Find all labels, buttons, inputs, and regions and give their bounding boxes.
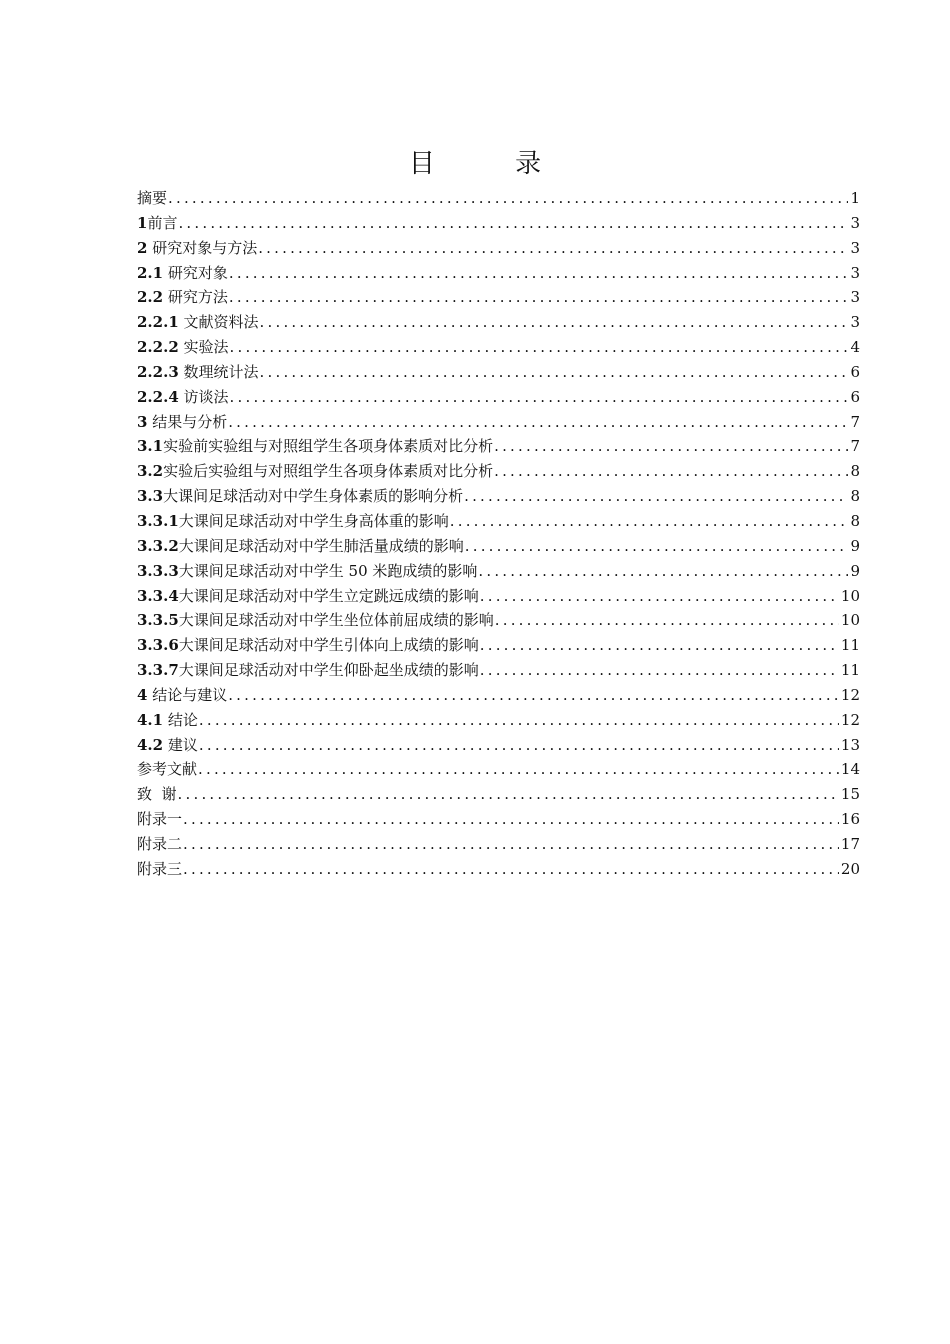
toc-entry[interactable] <box>137 261 860 286</box>
toc-entry-label <box>137 708 198 733</box>
toc-leader-dots <box>480 633 839 658</box>
toc-entry-text: 大课间足球活动对中学生身高体重的影响 <box>178 511 449 530</box>
toc-entry-number: 3.3.3 <box>137 561 179 580</box>
toc-entry-number: 3.3.1 <box>137 511 179 530</box>
toc-entry-number: 3.1 <box>137 437 164 456</box>
toc-entry[interactable] <box>137 335 860 360</box>
toc-entry-number: 2 <box>137 238 148 257</box>
toc-entry[interactable] <box>137 285 860 310</box>
toc-entry-text: 大课间足球活动对中学生立定跳远成绩的影响 <box>178 586 479 605</box>
toc-entry[interactable] <box>137 857 860 882</box>
toc-entry-text: 参考文献 <box>137 760 198 779</box>
toc-leader-dots <box>495 608 839 633</box>
toc-leader-dots <box>178 211 848 236</box>
toc-leader-dots <box>178 782 839 807</box>
toc-entry-number: 4.2 <box>137 735 164 754</box>
toc-entry-page: 6 <box>850 362 860 381</box>
toc-leader-dots <box>199 733 839 758</box>
toc-entry-number: 2.2.1 <box>137 313 179 332</box>
toc-entry-label <box>137 186 167 211</box>
toc-entry[interactable] <box>137 310 860 335</box>
toc-entry-label <box>137 484 463 509</box>
toc-entry-text: 研究对象 <box>163 263 228 282</box>
toc-entry-page: 11 <box>840 636 860 655</box>
toc-entry-text: 实验法 <box>178 338 229 357</box>
toc-entry-label <box>137 633 479 658</box>
toc-entry-label <box>137 584 479 609</box>
toc-entry[interactable] <box>137 459 860 484</box>
toc-entry[interactable] <box>137 484 860 509</box>
toc-entry-page: 8 <box>850 487 860 506</box>
toc-leader-dots <box>480 658 839 683</box>
toc-leader-dots <box>229 261 849 286</box>
toc-leader-dots <box>183 832 839 857</box>
toc-entry-text: 前言 <box>147 213 178 232</box>
toc-entry-page: 11 <box>840 661 860 680</box>
toc-entry-label <box>137 832 182 857</box>
toc-entry[interactable] <box>137 708 860 733</box>
toc-entry-page: 3 <box>850 213 860 232</box>
toc-leader-dots <box>230 385 849 410</box>
toc-entry-text: 致 谢 <box>137 785 177 804</box>
toc-entry-number: 3.3.5 <box>137 611 179 630</box>
toc-entry-page: 12 <box>840 710 860 729</box>
toc-leader-dots <box>494 459 848 484</box>
toc-entry-page: 3 <box>850 288 860 307</box>
toc-entry-number: 2.2.4 <box>137 387 179 406</box>
toc-leader-dots <box>230 335 849 360</box>
toc-leader-dots <box>183 857 839 882</box>
toc-entry-text: 大课间足球活动对中学生肺活量成绩的影响 <box>178 536 464 555</box>
toc-entry[interactable] <box>137 782 860 807</box>
toc-entry-text: 大课间足球活动对中学生引体向上成绩的影响 <box>178 636 479 655</box>
toc-entry-label <box>137 534 464 559</box>
toc-entry-page: 3 <box>850 313 860 332</box>
toc-entry-text: 访谈法 <box>178 387 229 406</box>
toc-entry-page: 14 <box>840 760 860 779</box>
toc-entry[interactable] <box>137 683 860 708</box>
toc-entry-page: 3 <box>850 263 860 282</box>
toc-leader-dots <box>464 484 848 509</box>
toc-entry-label <box>137 807 182 832</box>
toc-entry-text: 结论与建议 <box>147 685 228 704</box>
toc-entry-number: 3.3.4 <box>137 586 179 605</box>
toc-entry-page: 10 <box>840 586 860 605</box>
toc-entry-label <box>137 360 259 385</box>
toc-entry-text: 摘要 <box>137 189 168 207</box>
toc-leader-dots <box>494 434 848 459</box>
toc-leader-dots <box>465 534 849 559</box>
toc-entry-number: 3.2 <box>137 462 164 481</box>
toc-entry-page: 12 <box>840 685 860 704</box>
toc-leader-dots <box>199 708 839 733</box>
toc-entry-text: 附录一 <box>137 810 183 829</box>
toc-entry[interactable] <box>137 509 860 534</box>
toc-entry-page: 7 <box>850 412 860 431</box>
toc-leader-dots <box>183 807 839 832</box>
toc-entry-label <box>137 385 229 410</box>
toc-entry-number: 3.3.7 <box>137 661 179 680</box>
page-title: 目 录 <box>408 149 578 179</box>
toc-entry-page: 10 <box>840 611 860 630</box>
toc-leader-dots <box>228 410 848 435</box>
toc-entry-number: 4.1 <box>137 710 164 729</box>
toc-entry-label <box>137 285 228 310</box>
toc-entry-number: 2.1 <box>137 263 164 282</box>
toc-entry-label <box>137 559 477 584</box>
toc-entry-label <box>137 459 493 484</box>
toc-entry-page: 9 <box>850 561 860 580</box>
toc-entry[interactable] <box>137 211 860 236</box>
toc-entry-label <box>137 608 494 633</box>
toc-list <box>137 186 860 882</box>
toc-entry-page: 17 <box>840 834 860 853</box>
toc-entry[interactable] <box>137 410 860 435</box>
toc-leader-dots <box>450 509 849 534</box>
toc-entry-page: 16 <box>840 810 860 829</box>
toc-leader-dots <box>480 584 839 609</box>
toc-entry-number: 1 <box>137 213 148 232</box>
toc-entry[interactable] <box>137 584 860 609</box>
toc-entry-number: 2.2.2 <box>137 338 179 357</box>
toc-entry-text: 附录三 <box>137 859 183 878</box>
toc-entry[interactable] <box>137 534 860 559</box>
toc-leader-dots <box>478 559 848 584</box>
toc-leader-dots <box>168 186 848 211</box>
toc-entry-number: 2.2.3 <box>137 362 179 381</box>
toc-entry-page: 8 <box>850 511 860 530</box>
toc-entry[interactable] <box>137 360 860 385</box>
toc-entry[interactable] <box>137 733 860 758</box>
toc-entry-number: 2.2 <box>137 288 164 307</box>
toc-entry-page: 13 <box>840 735 860 754</box>
toc-entry-page: 9 <box>850 536 860 555</box>
toc-entry-label <box>137 236 257 261</box>
toc-entry-page: 15 <box>840 785 860 804</box>
toc-entry-page: 8 <box>850 462 860 481</box>
toc-leader-dots <box>260 310 849 335</box>
toc-entry-text: 附录二 <box>137 834 183 853</box>
toc-entry-number: 4 <box>137 685 148 704</box>
toc-entry-text: 结果与分析 <box>147 412 228 431</box>
toc-entry-label <box>137 509 449 534</box>
toc-entry-text: 大课间足球活动对中学生坐位体前屈成绩的影响 <box>178 611 494 630</box>
toc-entry-label <box>137 757 197 782</box>
toc-leader-dots <box>260 360 849 385</box>
toc-entry-text: 实验后实验组与对照组学生各项身体素质对比分析 <box>163 462 494 481</box>
toc-leader-dots <box>198 757 839 782</box>
toc-entry-page: 3 <box>850 238 860 257</box>
toc-entry[interactable] <box>137 832 860 857</box>
toc-entry[interactable] <box>137 757 860 782</box>
toc-entry-label <box>137 335 229 360</box>
toc-entry-label <box>137 857 182 882</box>
toc-entry-label <box>137 733 198 758</box>
toc-entry-label <box>137 782 177 807</box>
toc-entry-label <box>137 410 227 435</box>
toc-entry-text: 建议 <box>163 735 198 754</box>
toc-entry[interactable] <box>137 434 860 459</box>
toc-entry-page: 4 <box>850 338 860 357</box>
toc-entry[interactable] <box>137 186 860 211</box>
toc-entry-text: 大课间足球活动对中学生 50 米跑成绩的影响 <box>178 561 478 580</box>
toc-entry[interactable] <box>137 385 860 410</box>
toc-entry[interactable] <box>137 608 860 633</box>
toc-entry-label <box>137 434 493 459</box>
toc-entry-text: 实验前实验组与对照组学生各项身体素质对比分析 <box>163 437 494 456</box>
toc-entry-label <box>137 261 228 286</box>
toc-entry[interactable] <box>137 633 860 658</box>
toc-entry-text: 研究方法 <box>163 288 228 307</box>
toc-entry-number: 3.3.6 <box>137 636 179 655</box>
toc-entry-label <box>137 683 227 708</box>
toc-entry[interactable] <box>137 559 860 584</box>
toc-entry-page: 6 <box>850 387 860 406</box>
toc-entry-label <box>137 310 259 335</box>
toc-entry[interactable] <box>137 658 860 683</box>
toc-entry-page: 7 <box>850 437 860 456</box>
toc-entry-text: 数理统计法 <box>178 362 259 381</box>
toc-entry-number: 3 <box>137 412 148 431</box>
toc-leader-dots <box>228 683 839 708</box>
toc-entry-page: 20 <box>840 859 860 878</box>
toc-entry-label <box>137 658 479 683</box>
toc-entry-text: 大课间足球活动对中学生仰卧起坐成绩的影响 <box>178 661 479 680</box>
toc-entry-text: 大课间足球活动对中学生身体素质的影响分析 <box>163 487 464 506</box>
toc-entry-number: 3.3 <box>137 487 164 506</box>
toc-leader-dots <box>258 236 848 261</box>
toc-entry-page: 1 <box>850 189 860 207</box>
toc-entry-text: 研究对象与方法 <box>147 238 258 257</box>
toc-leader-dots <box>229 285 849 310</box>
toc-entry-number: 3.3.2 <box>137 536 179 555</box>
toc-entry[interactable] <box>137 236 860 261</box>
toc-entry-text: 文献资料法 <box>178 313 259 332</box>
toc-entry[interactable] <box>137 807 860 832</box>
toc-entry-text: 结论 <box>163 710 198 729</box>
toc-entry-label <box>137 211 177 236</box>
